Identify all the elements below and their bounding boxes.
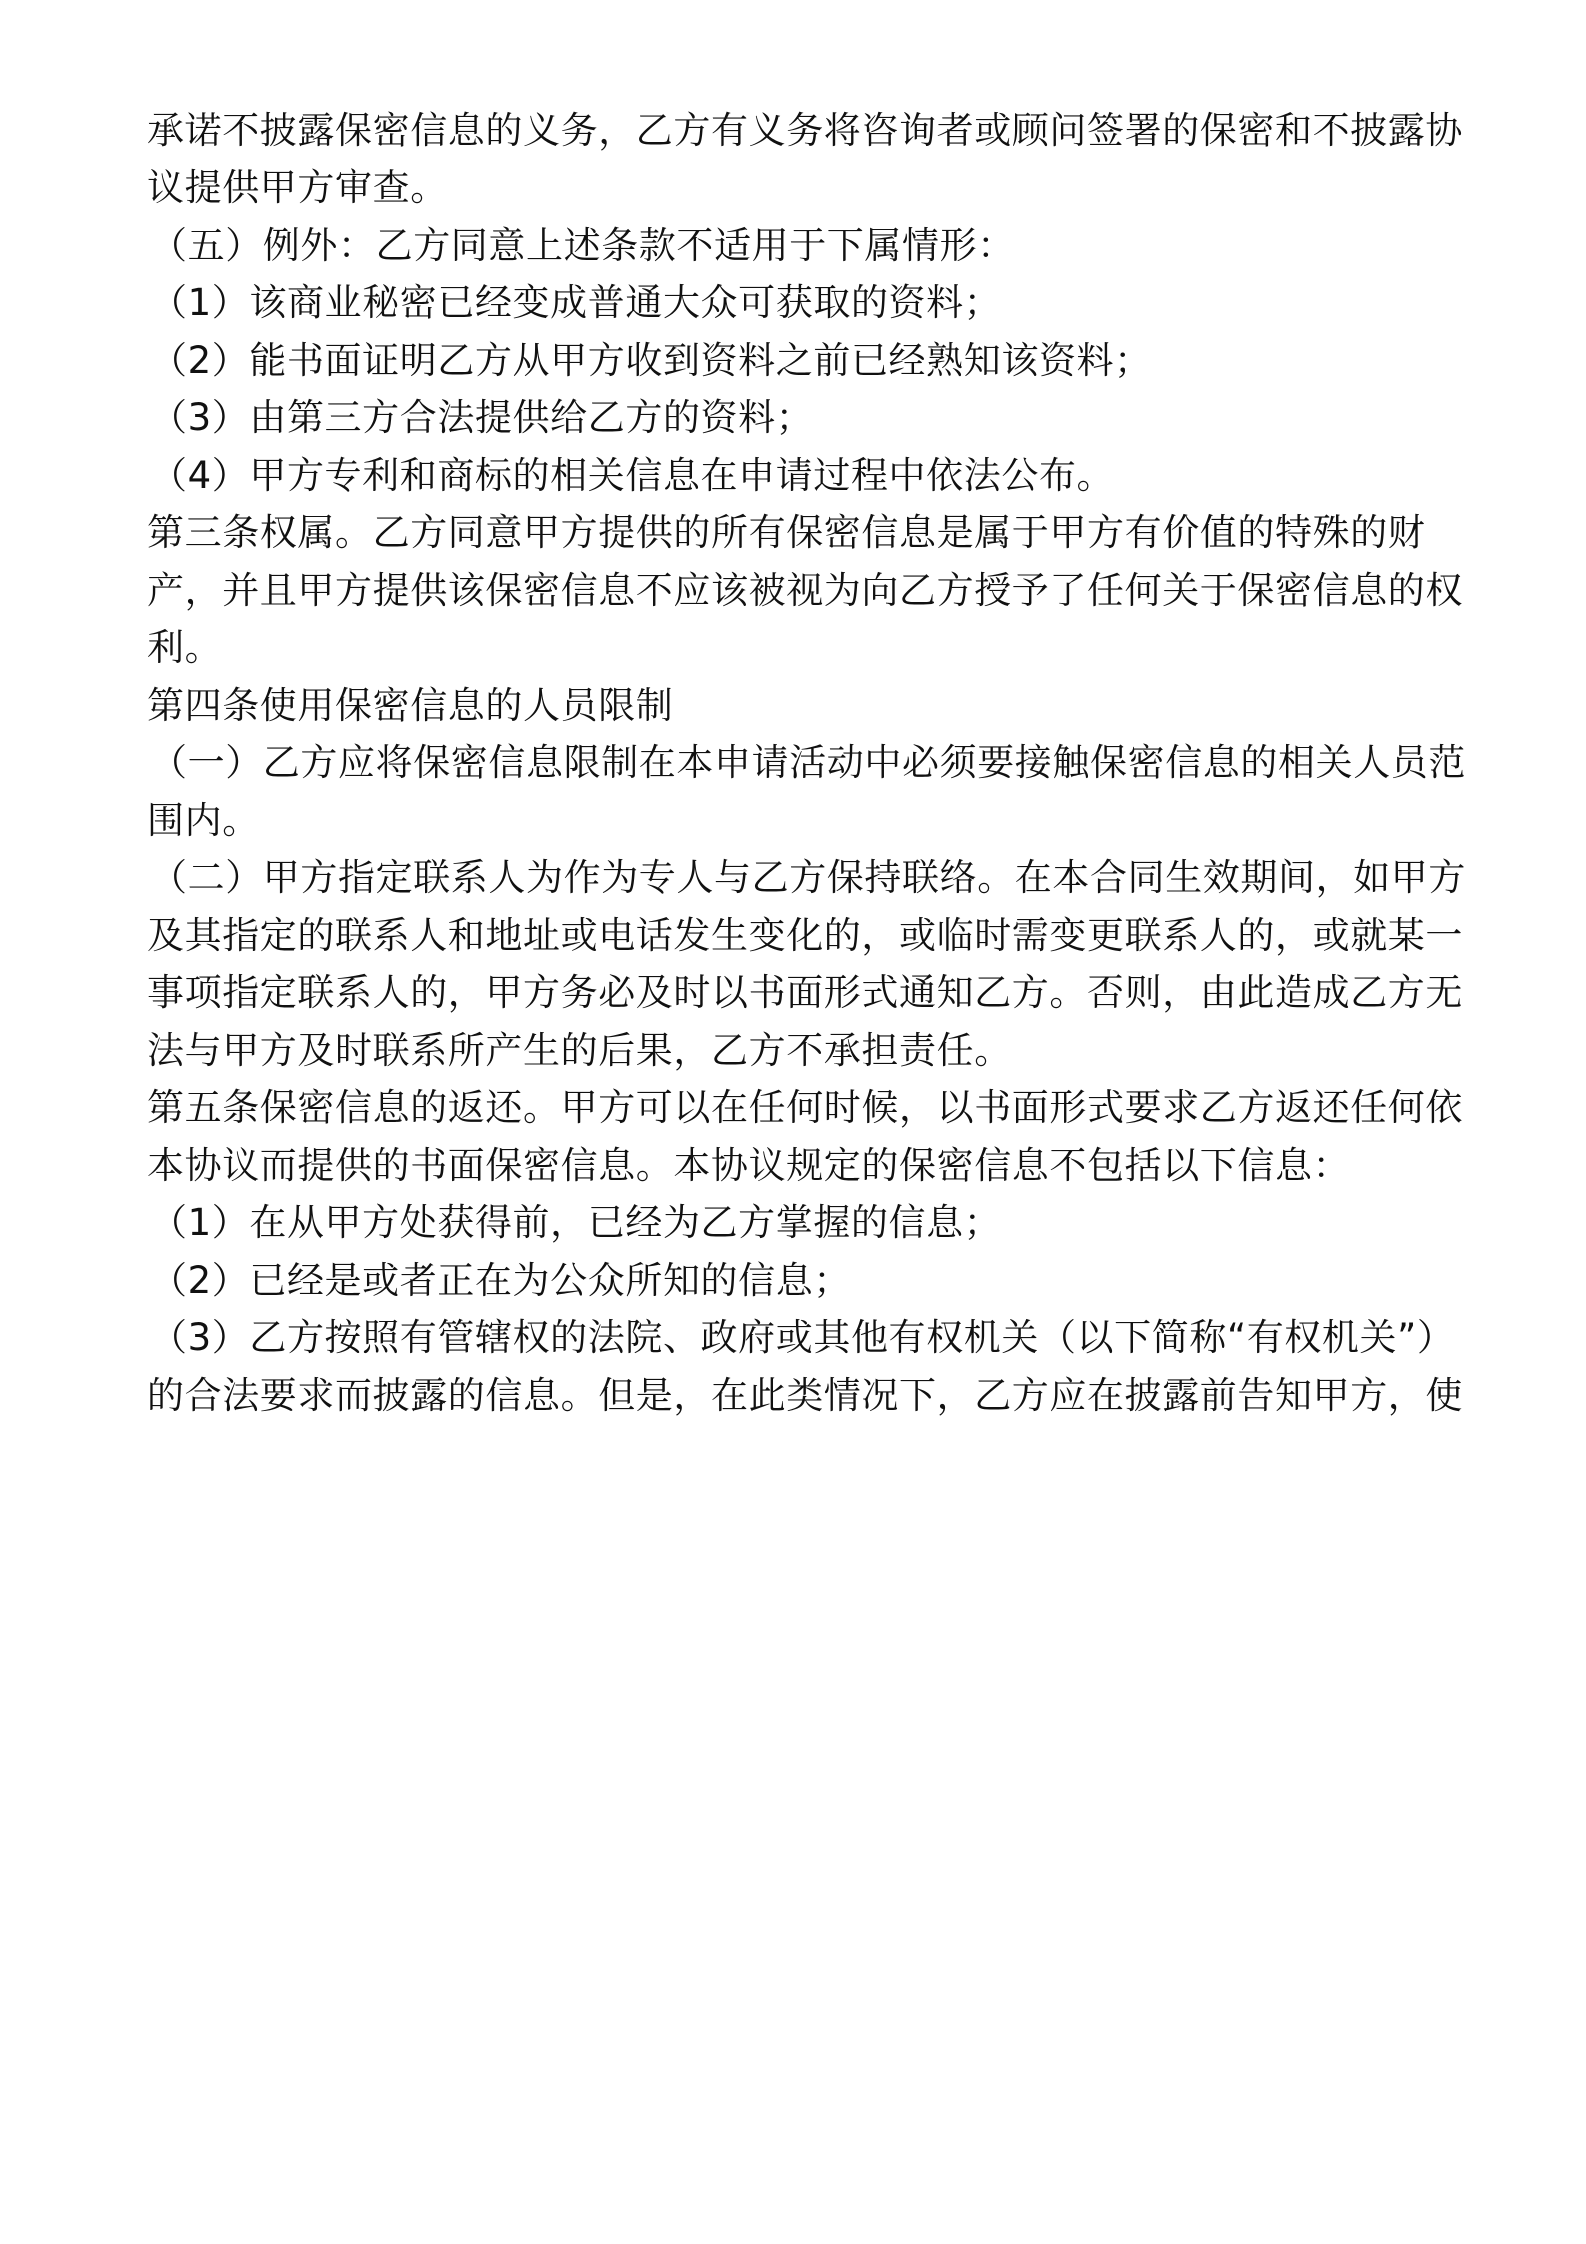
text-line: 利。 — [147, 626, 223, 669]
text-line: （4）甲方专利和商标的相关信息在申请过程中依法公布。 — [150, 454, 1115, 497]
text-line: （一）乙方应将保密信息限制在本申请活动中必须要接触保密信息的相关人员范 — [150, 741, 1466, 784]
text-line: 议提供甲方审查。 — [147, 166, 448, 209]
text-line: （2）已经是或者正在为公众所知的信息； — [150, 1259, 851, 1302]
text-line: 产，并且甲方提供该保密信息不应该被视为向乙方授予了任何关于保密信息的权 — [147, 569, 1463, 612]
text-line: 承诺不披露保密信息的义务，乙方有义务将咨询者或顾问签署的保密和不披露协 — [147, 109, 1463, 152]
text-line: 第四条使用保密信息的人员限制 — [147, 684, 674, 727]
text-line: （3）乙方按照有管辖权的法院、政府或其他有权机关（以下简称“有权机关”） — [150, 1316, 1455, 1359]
text-line: 的合法要求而披露的信息。但是，在此类情况下，乙方应在披露前告知甲方，使 — [147, 1374, 1463, 1417]
text-line: （1）在从甲方处获得前，已经为乙方掌握的信息； — [150, 1201, 1002, 1244]
text-line: 事项指定联系人的，甲方务必及时以书面形式通知乙方。否则，由此造成乙方无 — [147, 971, 1463, 1014]
text-line: 围内。 — [147, 799, 260, 842]
text-line: 第三条权属。乙方同意甲方提供的所有保密信息是属于甲方有价值的特殊的财 — [147, 511, 1426, 554]
text-line: （五）例外：乙方同意上述条款不适用于下属情形： — [150, 224, 1015, 267]
text-line: 第五条保密信息的返还。甲方可以在任何时候，以书面形式要求乙方返还任何依 — [147, 1086, 1463, 1129]
text-line: （二）甲方指定联系人为作为专人与乙方保持联络。在本合同生效期间，如甲方 — [150, 856, 1466, 899]
text-line: （1）该商业秘密已经变成普通大众可获取的资料； — [150, 281, 1002, 324]
text-line: 本协议而提供的书面保密信息。本协议规定的保密信息不包括以下信息： — [147, 1144, 1351, 1187]
text-line: 法与甲方及时联系所产生的后果，乙方不承担责任。 — [147, 1029, 1012, 1072]
text-line: （3）由第三方合法提供给乙方的资料； — [150, 396, 814, 439]
text-line: 及其指定的联系人和地址或电话发生变化的，或临时需变更联系人的，或就某一 — [147, 914, 1463, 957]
text-line: （2）能书面证明乙方从甲方收到资料之前已经熟知该资料； — [150, 339, 1152, 382]
